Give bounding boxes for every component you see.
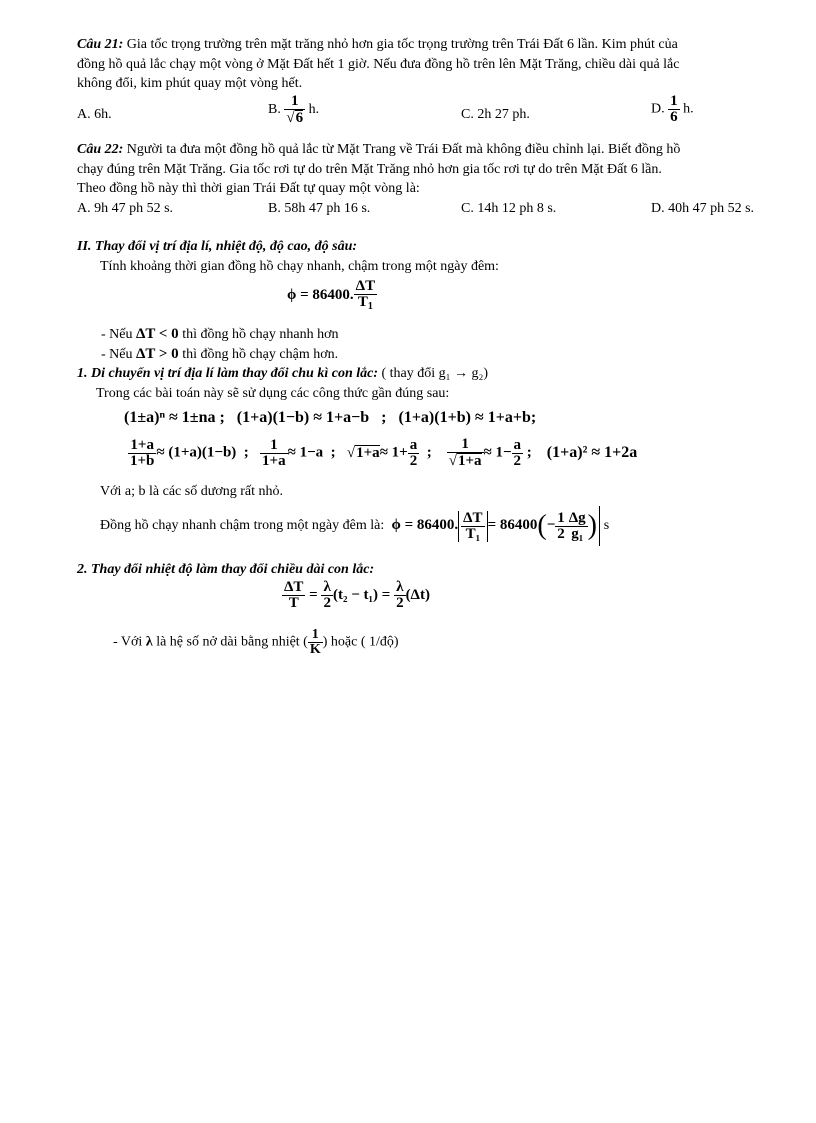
sub2-note-lambda: λ [145, 634, 153, 650]
approx-f6-rad: 1+a [356, 445, 380, 461]
sub2-note-mid: là hệ số nở dài bằng nhiệt ( [156, 634, 308, 650]
sub1-result-half [555, 511, 567, 542]
section-ii-formula-num: ΔT [355, 278, 376, 294]
sub2-formula-mid: (t₂ − t₁) = [332, 587, 391, 603]
sub1-heading-note: ( thay đổi g₁ → g₂) [378, 366, 489, 381]
q22-text1: Người ta đưa một đồng hồ quả lắc từ Mặt Trang về Trái Đất mà không điều chỉnh lại. Biết đồng hồ [123, 142, 681, 157]
sub2-formula-frac2 [394, 580, 406, 611]
q21-d-num: 1 [670, 93, 678, 109]
sub1-result [100, 506, 609, 546]
bullet-slower-math: ΔT > 0 [136, 346, 179, 362]
q21-b-rad: 6 [295, 110, 304, 126]
section-ii-formula-den-t: T [357, 294, 368, 310]
sub2-note-num: 1 [311, 627, 319, 642]
approx-f8: (1+a)² ≈ 1+2a [546, 444, 638, 461]
q21-text1: Gia tốc trọng trường trên mặt trăng nhỏ hơn gia tốc trọng trường trên Trái Đất 6 lần. Kim phút của [123, 37, 678, 52]
sub2-formula-frac1 [321, 580, 333, 611]
section-ii-formula-den [354, 294, 377, 312]
sub1-result-fraction [461, 511, 484, 542]
sub1-result-den: T₁ [461, 526, 484, 542]
sub1-heading: 1. Di chuyển vị trí địa lí làm thay đổi chu kì con lắc: [77, 366, 378, 381]
sub1-result-half-den: 2 [557, 525, 565, 542]
approx-f7-rhs: ≈ 1− [483, 444, 512, 461]
approx-f5-den: 1+a [262, 452, 286, 469]
sub2-note-pre: - Với [113, 634, 143, 650]
sub2-formula-lam2: λ [396, 579, 404, 595]
sub1-result-formula: ϕ = 86400. $\frac{\Delta T}{\text{T₁}}$ = 86400(− $\frac{1}{2}$ $\frac{\Delta g}{\text{g₁}}$ ) [388, 517, 604, 533]
sub1-result-lhs: ϕ = 86400. [391, 517, 459, 534]
section-ii-formula-den-sub: 1 [367, 301, 373, 312]
sub1-result-unit: s [603, 518, 610, 533]
sub2-formula-end: (Δt) [405, 587, 430, 603]
bullet-slower-pre: - Nếu [101, 347, 133, 362]
q21-option-b [268, 94, 319, 126]
bullet-faster-math: ΔT < 0 [136, 326, 179, 342]
approx-formula-row1: (1±a)ⁿ ≈ 1±na ; (1+a)(1−b) ≈ 1+a−b ; (1+a)(1+b) ≈ 1+a+b; [124, 409, 537, 426]
bullet-faster-pre: - Nếu [101, 327, 133, 342]
q21-d-prefix: D. [651, 101, 665, 117]
q22-line3: Theo đồng hồ này thì thời gian Trái Đất tự quay một vòng là: [77, 181, 420, 196]
approx-f6-rhs: ≈ 1+ [379, 444, 408, 461]
q22-option-c: C. 14h 12 ph 8 s. [461, 201, 557, 216]
q21-option-d [651, 94, 694, 125]
approx-f7-fden: 2 [513, 452, 522, 469]
approx-f2: (1+a)(1−b) ≈ 1+a−b [236, 409, 370, 426]
sub2-heading: 2. Thay đổi nhiệt độ làm thay đổi chiều dài con lắc: [77, 562, 375, 577]
q22-option-b: B. 58h 47 ph 16 s. [268, 201, 371, 216]
section-ii-formula-lhs: ϕ = 86400. [287, 287, 354, 303]
section-ii-formula [287, 279, 377, 312]
sub2-formula-den: T [282, 595, 305, 611]
approx-f6-num: a [409, 436, 418, 453]
approx-f4-fraction [128, 438, 156, 469]
approx-f6-den: 2 [409, 452, 418, 469]
approx-f7-num: 1 [461, 436, 469, 452]
q21-d-fraction [668, 94, 680, 125]
sub2-note [113, 628, 399, 657]
q21-line2: đồng hồ quả lắc chạy một vòng ở Mặt Đất hết 1 giờ. Nếu đưa đồng hồ trên lên Mặt Trăng, chiều dài quả lắc [77, 57, 680, 72]
q21-d-den: 6 [670, 109, 678, 125]
approx-f1: (1±a)ⁿ ≈ 1±na [124, 409, 216, 426]
section-ii-intro: Tính khoảng thời gian đồng hồ chạy nhanh, chậm trong một ngày đêm: [100, 259, 499, 274]
approx-f4-num: 1+a [130, 436, 154, 453]
sqrt-icon: √ [286, 110, 295, 126]
approx-f5-num: 1 [270, 436, 278, 453]
q21-line3: không đổi, kim phút quay một vòng hết. [77, 76, 303, 91]
approx-f3: (1+a)(1+b) ≈ 1+a+b [398, 409, 531, 426]
bullet-slower-post: thì đồng hồ chạy chậm hơn. [182, 347, 339, 362]
bullet-faster-post: thì đồng hồ chạy nhanh hơn [182, 327, 339, 342]
approx-f7-rad: 1+a [457, 453, 482, 469]
q22-option-d: D. 40h 47 ph 52 s. [651, 201, 755, 216]
approx-f7-fraction [447, 437, 484, 469]
q22-label: Câu 22: [77, 142, 124, 157]
sqrt-icon: √ [448, 453, 457, 469]
sub2-formula-lhs [282, 580, 305, 611]
sqrt-icon: √ [346, 445, 356, 461]
approx-f7-den [447, 452, 484, 469]
q21-option-c: C. 2h 27 ph. [461, 107, 530, 122]
q22-line2: chạy đúng trên Mặt Trăng. Gia tốc rơi tự do trên Mặt Trăng nhỏ hơn gia tốc rơi tự do trên Mặt Đất 6 lần. [77, 162, 662, 177]
sub2-formula-num: ΔT [284, 579, 304, 595]
approx-f4-den: 1+b [130, 452, 155, 469]
approx-f7-small-fraction [512, 438, 524, 469]
q21-b-fraction [284, 94, 305, 126]
sub1-intro: Trong các bài toán này sẽ sử dụng các công thức gần đúng sau: [96, 386, 450, 401]
q21-b-den [284, 109, 305, 126]
sub1-result-g-den: g₁ [567, 526, 588, 542]
sub2-formula-lam1: λ [323, 579, 331, 595]
approx-f5-rhs: ≈ 1−a [287, 444, 324, 461]
section-ii-heading: II. Thay đổi vị trí địa lí, nhiệt độ, độ cao, độ sâu: [77, 239, 358, 254]
sub1-result-sign: − [546, 517, 556, 534]
section-ii-formula-fraction [354, 279, 377, 312]
sub1-heading-line [77, 367, 488, 381]
q22-option-a: A. 9h 47 ph 52 s. [77, 201, 174, 216]
bullet-faster [101, 327, 339, 342]
sub2-note-den: K [309, 642, 321, 657]
q21-b-prefix: B. [268, 102, 281, 117]
sub1-result-g [567, 511, 588, 542]
approx-f6-fraction [408, 438, 420, 469]
sub2-note-fraction [308, 628, 323, 657]
sub2-formula-two2: 2 [396, 595, 404, 611]
q22-line1 [77, 143, 680, 157]
approx-f5-fraction [260, 438, 288, 469]
sub2-note-post: ) hoặc ( 1/độ) [322, 634, 399, 650]
q21-option-a: A. 6h. [77, 107, 112, 122]
sub1-result-g-num: Δg [568, 509, 586, 526]
q21-d-unit: h. [683, 101, 694, 117]
q21-b-num: 1 [290, 93, 299, 109]
sub1-result-mid: = 86400 [487, 517, 538, 534]
q21-line1 [77, 38, 678, 52]
approx-f4-rhs: ≈ (1+a)(1−b) [156, 444, 237, 461]
approx-formula-row2: $\frac{1+a}{1+b}$ ≈ (1+a)(1−b) ; $\frac{1}{1+a}$ ≈ 1−a ; √1+a≈ 1+ $\frac{a}{2}$ ; $\frac{1}{√1+a}$ ≈ 1− $\frac{a}{2}$ ; (1+a)² ≈ 1+2a [130, 436, 638, 469]
approx-f7-fnum: a [513, 436, 522, 453]
sub2-formula-two1: 2 [323, 595, 331, 611]
bullet-slower [101, 347, 338, 362]
sub1-note: Với a; b là các số dương rất nhỏ. [100, 484, 283, 499]
sub2-formula [282, 580, 430, 611]
sub1-result-num: ΔT [463, 509, 483, 526]
sub1-result-half-num: 1 [557, 509, 565, 526]
sub2-formula-eq: = [309, 587, 318, 603]
sub1-result-text: Đồng hồ chạy nhanh chậm trong một ngày đêm là: [100, 518, 385, 533]
q21-b-unit: h. [308, 102, 320, 117]
q21-label: Câu 21: [77, 37, 124, 52]
